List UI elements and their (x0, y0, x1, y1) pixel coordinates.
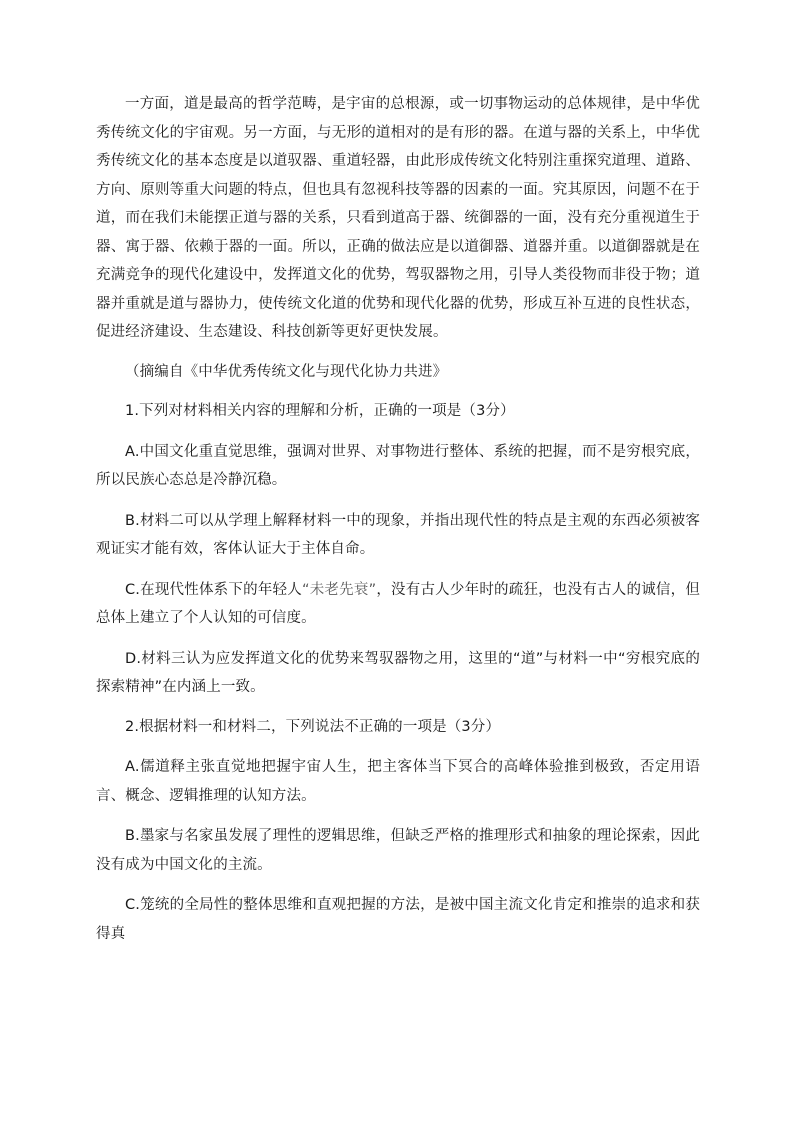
question-1-option-c (96, 576, 700, 633)
option-c-text-after: ，没有古人少年时的疏狂，也没有古人的诚信，但总体上建立了个人认知的可信度。 (96, 581, 700, 626)
question-2-option-b: B.墨家与名家虽发展了理性的逻辑思维，但缺乏严格的推理形式和抽象的理论探索，因此没有成为中国文化的主流。 (96, 828, 700, 873)
material-passage: 一方面，道是最高的哲学范畴，是宇宙的总根源，或一切事物运动的总体规律，是中华优秀传统文化的宇宙观。另一方面，与无形的道相对的是有形的器。在道与器的关系上，中华优秀传统文化的基本态度是以道驭器、重道轻器，由此形成传统文化特别注重探究道理、道路、方向、原则等重大问题的特点，但也具有忽视科技等器的因素的一面。究其原因，问题不在于道，而在我们未能摆正道与器的关系，只看到道高于器、统御器的一面，没有充分重视道生于器、寓于器、依赖于器的一面。所以，正确的做法应是以道御器、道器并重。以道御器就是在充满竞争的现代化建设中，发挥道文化的优势，驾驭器物之用，引导人类役物而非役于物；道器并重就是道与器协力，使传统文化道的优势和现代化器的优势，形成互补互进的良性状态，促进经济建设、生态建设、科技创新等更好更快发展。 (96, 96, 700, 340)
question-1-stem: 1.下列对材料相关内容的理解和分析，正确的一项是（3分） (125, 403, 515, 419)
option-c-text-before: C.在现代性体系下的年轻人 (125, 581, 302, 598)
question-1-option-d: D.材料三认为应发挥道文化的优势来驾驭器物之用，这里的“道”与材料一中“穷根究底的探索精神”在内涵上一致。 (96, 650, 700, 695)
question-2-stem: 2.根据材料一和材料二，下列说法不正确的一项是（3分） (125, 718, 501, 735)
document-page (96, 90, 700, 948)
question-2-option-c: C.笼统的全局性的整体思维和直观把握的方法，是被中国主流文化肯定和推崇的追求和获得真 (96, 897, 700, 942)
source-note: （摘编自《中华优秀传统文化与现代化协力共进》 (125, 363, 448, 380)
option-c-quoted-phrase: “未老先衰” (301, 581, 377, 598)
question-2-option-a: A.儒道释主张直觉地把握宇宙人生，把主客体当下冥合的高峰体验推到极致，否定用语言、概念、逻辑推理的认知方法。 (96, 759, 700, 804)
question-1-option-a: A.中国文化重直觉思维，强调对世界、对事物进行整体、系统的把握，而不是穷根究底，所以民族心态总是冷静沉稳。 (96, 443, 700, 488)
question-1-option-b: B.材料二可以从学理上解释材料一中的现象，并指出现代性的特点是主观的东西必须被客观证实才能有效，客体认证大于主体自命。 (96, 512, 700, 557)
